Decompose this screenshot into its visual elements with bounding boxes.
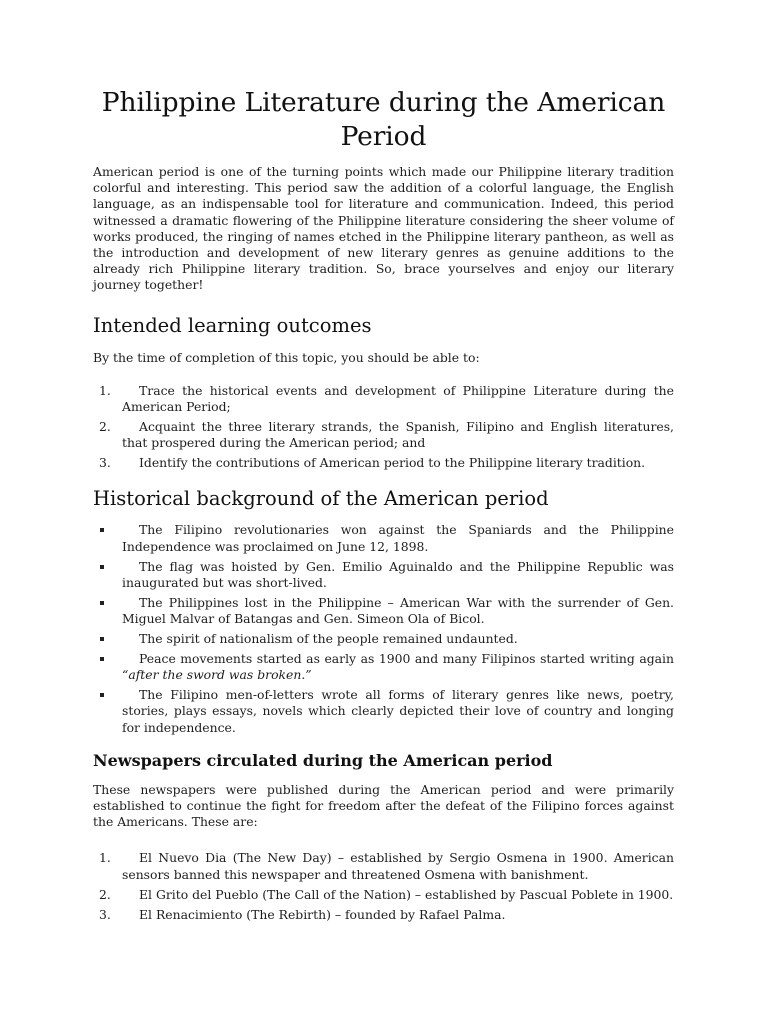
list-number: 3. [99,455,111,471]
list-item [93,455,674,471]
list-item [93,687,674,736]
newspapers-list [93,850,674,922]
list-text: El Renacimiento (The Rebirth) – founded by Rafael Palma. [139,906,506,922]
list-number: 3. [99,906,111,922]
outcomes-heading: Intended learning outcomes [93,313,372,337]
list-number: 2. [99,886,111,902]
background-list [93,522,674,735]
square-bullet-icon [100,528,104,532]
list-item [93,419,674,451]
list-text: Acquaint the three literary strands, the Spanish, Filipino and English literatures, that prospered during the American period; and [122,419,674,451]
list-item [93,559,674,591]
list-item [93,383,674,415]
background-heading: Historical background of the American period [93,487,549,511]
newspapers-heading: Newspapers circulated during the American period [93,750,553,770]
list-text: Peace movements started as early as 1900 and many Filipinos started writing again [139,651,674,667]
list-text: Trace the historical events and development of Philippine Literature during the American Period; [122,382,674,415]
list-item [93,631,674,647]
outcomes-list [93,383,674,472]
list-item [93,651,674,683]
intro-paragraph: American period is one of the turning points which made our Philippine literary tradition colorful and interesting. This period saw the addition of a colorful language, the English language, as an indispensable tool for literature and communication. Indeed, this period witnessed a dramatic flowering of the Philippine literature considering the sheer volume of works produced, the ringing of names etched in the Philippine literary pantheon, as well as the introduction and development of new literary genres as genuine additions to the already rich Philippine literary tradition. So, brace yourselves and enjoy our literary journey together! [93,164,674,293]
list-item [93,595,674,627]
square-bullet-icon [100,637,104,641]
list-number: 2. [99,419,111,435]
list-text: The Filipino revolutionaries won against the Spaniards and the Philippine Independence was proclaimed on June 12, 1898. [122,522,674,554]
square-bullet-icon [100,693,104,697]
list-item [93,522,674,554]
list-number: 1. [99,382,111,398]
list-text: El Grito del Pueblo (The Call of the Nation) – established by Pascual Poblete in 1900. [139,886,674,902]
square-bullet-icon [100,565,104,569]
newspapers-lead: These newspapers were published during the American period and were primarily established to continue the fight for freedom after the defeat of the Filipino forces against the Americans. These are: [93,781,674,830]
list-text: The spirit of nationalism of the people remained undaunted. [139,631,518,647]
list-text: The Philippines lost in the Philippine – American War with the surrender of Gen. Miguel Malvar of Batangas and Gen. Simeon Ola of Bicol. [122,594,674,627]
list-item [93,850,674,882]
italic-quote: “after the sword was broken.” [122,667,312,683]
list-item [93,907,674,923]
square-bullet-icon [100,601,104,605]
list-text: Identify the contributions of American period to the Philippine literary tradition. [139,455,646,471]
list-text: The Filipino men-of-letters wrote all forms of literary genres like news, poetry, stories, plays essays, novels which clearly depicted their love of country and longing for independence. [122,687,674,735]
list-number: 1. [99,850,111,866]
list-text: El Nuevo Dia (The New Day) – established by Sergio Osmena in 1900. American sensors banned this newspaper and threatened Osmena with banishment. [122,850,674,882]
list-text: The flag was hoisted by Gen. Emilio Aguinaldo and the Philippine Republic was inaugurated but was short-lived. [122,558,674,590]
page-title: Philippine Literature during the American Period [101,87,666,152]
square-bullet-icon [100,657,104,661]
list-item [93,887,674,903]
outcomes-lead: By the time of completion of this topic, you should be able to: [93,349,480,365]
